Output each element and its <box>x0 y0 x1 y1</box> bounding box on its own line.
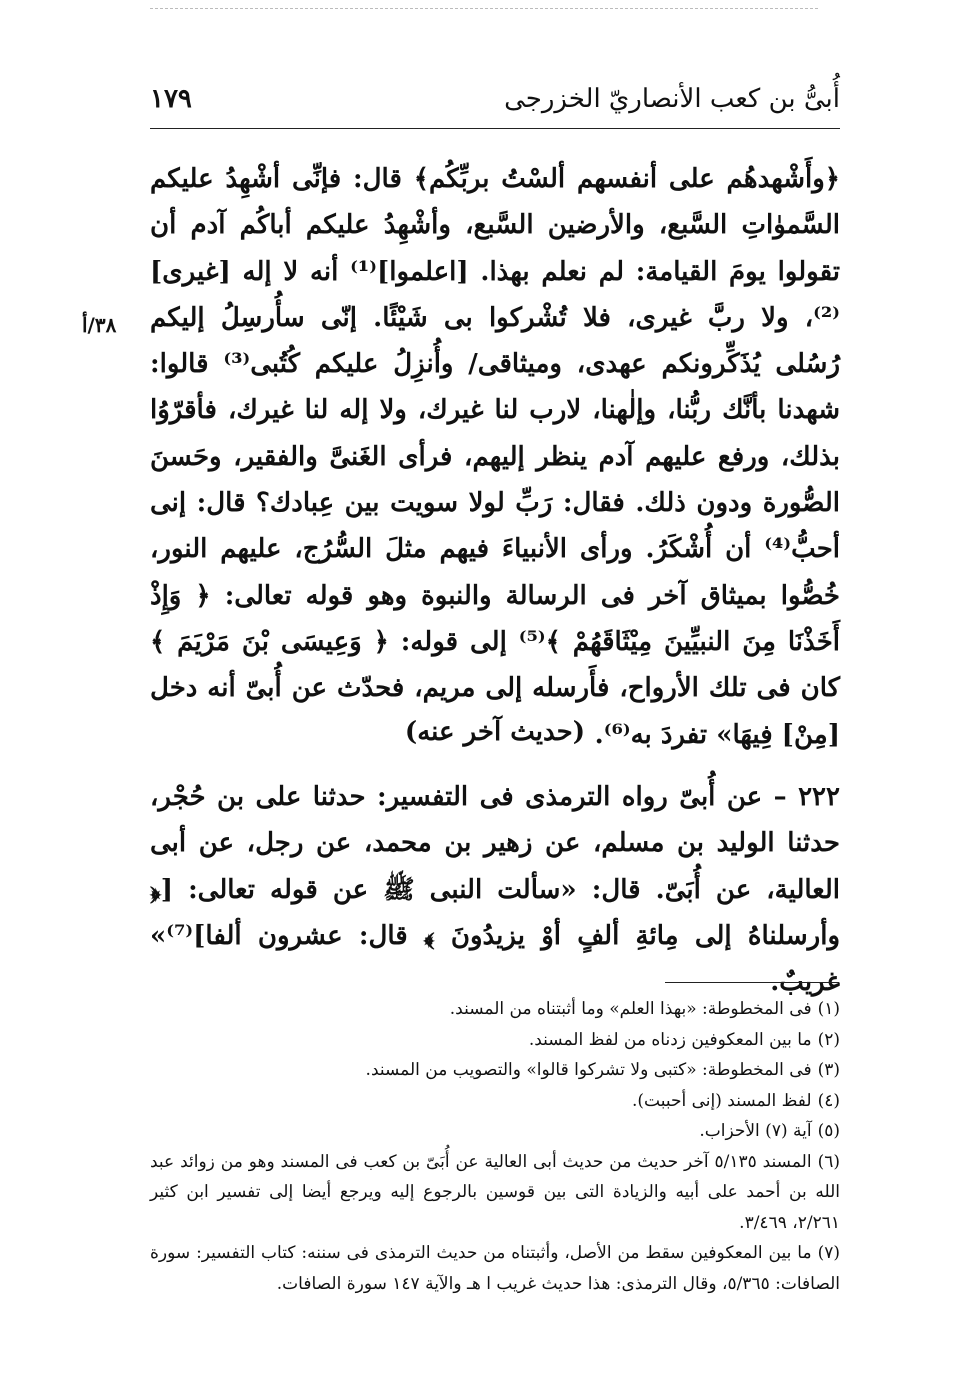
footnote-number: (٥) <box>817 1121 840 1141</box>
main-text-block <box>150 156 840 758</box>
hadith-text-block <box>150 774 840 1005</box>
footnote-text: المسند ٥/١٣٥ آخر حديث من حديث أبى العالية عن أُبَىّ بن كعب فى المسند وهو من زوائد عبد الله بن أحمد على أبيه والزيادة التى بين قوسين بالرجوع إليه ويرجع أيضا إلى تفسير ابن كثير ٢/٢٦١، ٣/٤٦٩. <box>150 1151 840 1233</box>
footnote-5 <box>150 1116 840 1147</box>
footnote-number: (٢) <box>817 1029 840 1050</box>
section-heading: (حديث آخر عنه) <box>404 717 586 747</box>
footnote-7 <box>150 1238 840 1299</box>
manuscript-folio-note: ٣٨/أ <box>82 313 117 337</box>
footnote-number: (٣) <box>817 1060 840 1080</box>
footnote-2 <box>150 1025 840 1056</box>
footnote-rule <box>665 982 839 983</box>
page-number: ١٧٩ <box>150 84 192 114</box>
footnote-number: (٧) <box>817 1243 840 1263</box>
footnote-6 <box>150 1147 840 1239</box>
header-title: أُبىُّ بن كعب الأنصاريّ الخزرجى <box>504 84 840 114</box>
footnote-text: آية (٧) الأحزاب. <box>699 1121 812 1141</box>
main-paragraph: ﴿وأَشْهدهُم على أنفسهم ألسْتُ بربِّكُم﴾ قال: فإنِّى أشْهِدُ عليكم السَّموٰاتِ السَّبع، والأرضين السَّبع، وأشْهِدُ عليكم أباكُم آدم أن تقولوا يومَ القيامة: لم نعلم بهذا. [اعلموا]⁽¹⁾ أنه لا إله [غيرى]⁽²⁾، ولا ربَّ غيرى، فلا تُشْركوا بى شَيْئًا. إنّى سأُرسِلُ إليكم رُسُلى يُذَكِّرونكم عهدى، وميثاقى/ وأُنزِلُ عليكم كُتُبى⁽³⁾ قالوا: شهدنا بأنَّك ربُّنا، وإلٰهنا، لارب لنا غيرك، ولا إله لنا غيرك، فأقرّوُا بذلك، ورفع عليهم آدم ينظر إليهم، فرأى الغَنىَّ والفقير، وحَسنَ الصُّورة ودون ذلك. فقال: رَبِّ لولا سويت بين عِبادك؟ قال: إنى أحبُّ⁽⁴⁾ أن أُشْكَرُ. ورأى الأنبياءَ فيهم مثلَ السُّرُج، عليهم النور، خُصُّوا بميثاق آخر فى الرسالة والنبوة وهو قوله تعالى: ﴿ وَإِذْ أَخَذْنَا مِنَ النبيِّينَ مِيْثَاقَهُمْ ﴾⁽⁵⁾ إلى قوله: ﴿ وَعِيسَى بْنَ مَرْيَمَ ﴾ كان فى تلك الأرواح، فأَرسله إلى مريم، فحدّث عن أُبىّ أنه دخل [مِنْ] فِيهَا» تفردَ به⁽⁶⁾. <box>150 164 841 750</box>
footnote-3 <box>150 1055 840 1086</box>
footnote-text: ما بين المعكوفين زدناه من لفظ المسند. <box>528 1029 812 1050</box>
hadith-paragraph: ٢٢٢ – عن أُبىّ رواه الترمذى فى التفسير: حدثنا على بن حُجْر، حدثنا الوليد بن مسلم، عن زهير بن محمد، عن رجل، عن أبى العالية، عن أُبَىّ. قال: «سألت النبى ﷺ عن قوله تعالى: [﴿ وأرسلناهُ إلى مِائةِ ألفٍ أوْ يزيدُونَ ﴾ قال: عشرون ألفا]⁽⁷⁾» غريبٌ. <box>150 782 840 998</box>
footnote-text: ما بين المعكوفين سقط من الأصل، وأثبتناه من حديث الترمذى فى سننه: كتاب التفسير: سورة الصافات: ٥/٣٦٥، وقال الترمذى: هذا حديث غريب ا هـ والآية ١٤٧ سورة الصافات. <box>150 1243 840 1294</box>
footnotes <box>150 994 840 1299</box>
footnote-1 <box>150 994 840 1025</box>
top-dashed-rule <box>150 8 818 9</box>
footnote-number: (٦) <box>817 1151 840 1172</box>
header-rule <box>150 128 840 129</box>
footnote-number: (٤) <box>817 1090 840 1111</box>
footnote-text: فى المخطوطة: «بهذا العلم» وما أثبتناه من المسند. <box>449 999 812 1019</box>
footnote-text: فى المخطوطة: «كتبى ولا تشركوا قالوا» والتصويب من المسند. <box>365 1060 812 1080</box>
footnote-text: لفظ المسند (إنى أحببت). <box>632 1090 812 1111</box>
footnote-number: (١) <box>817 999 840 1019</box>
footnote-4 <box>150 1086 840 1117</box>
running-header <box>150 76 840 122</box>
